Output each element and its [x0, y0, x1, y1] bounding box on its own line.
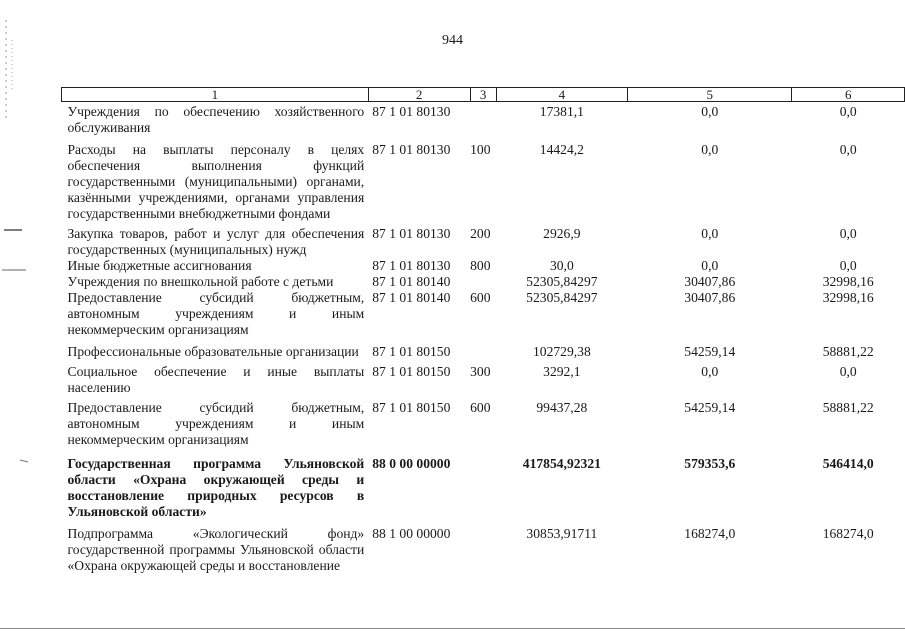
- row-value-col5: 0,0: [701, 258, 719, 273]
- row-value-col6: 0,0: [839, 142, 857, 157]
- budget-table-body: [62, 102, 905, 575]
- column-header-4: 4: [496, 88, 628, 102]
- row-value-col6: 0,0: [839, 226, 857, 241]
- column-header-1: 1: [62, 88, 369, 102]
- row-expense-type: 600: [470, 290, 491, 305]
- row-value-col6: 0,0: [839, 364, 857, 379]
- row-name: Учреждения по внешкольной работе с детьми: [67, 274, 334, 289]
- row-value-col5: 54259,14: [684, 344, 736, 359]
- row-value-col4: 14424,2: [539, 142, 584, 157]
- column-header-3: 3: [470, 88, 496, 102]
- row-value-col5: 0,0: [701, 364, 719, 379]
- row-value-col4: 52305,84297: [526, 290, 598, 305]
- row-name: Подпрограмма «Экологический фонд» государственной программы Ульяновской области «Охрана окружающей среды и восстановление: [67, 526, 365, 573]
- row-value-col6: 0,0: [839, 258, 857, 273]
- row-expense-type: 200: [470, 226, 491, 241]
- row-name: Иные бюджетные ассигнования: [67, 258, 252, 273]
- row-expense-type: 600: [470, 400, 491, 415]
- row-code: 87 1 01 80140: [372, 274, 451, 289]
- row-value-col5: 579353,6: [684, 456, 736, 471]
- row-name: Предоставление субсидий бюджетным, автономным учреждениям и иным некоммерческим организациям: [67, 290, 365, 337]
- row-code: 88 0 00 00000: [372, 456, 451, 471]
- table-row: [62, 290, 905, 338]
- row-value-col4: 30853,91711: [526, 526, 598, 541]
- row-code: 87 1 01 80130: [372, 104, 451, 119]
- scan-edge-marks: [0, 0, 30, 640]
- row-value-col4: 102729,38: [532, 344, 591, 359]
- row-name: Закупка товаров, работ и услуг для обеспечения государственных (муниципальных) нужд: [67, 226, 365, 257]
- table-row: [62, 258, 905, 274]
- row-value-col5: 54259,14: [684, 400, 736, 415]
- row-name: Предоставление субсидий бюджетным, автономным учреждениям и иным некоммерческим организациям: [67, 400, 365, 447]
- column-header-6: 6: [792, 88, 905, 102]
- table-row: [62, 222, 905, 258]
- row-name: Расходы на выплаты персоналу в целях обеспечения выполнения функций государственными (муниципальными) органами, казёнными учреждениями, органами управления государственными внебюджетными фондами: [67, 142, 365, 221]
- row-value-col5: 30407,86: [684, 290, 736, 305]
- row-value-col4: 30,0: [549, 258, 574, 273]
- table-row: [62, 102, 905, 137]
- row-value-col4: 17381,1: [539, 104, 584, 119]
- table-row: [62, 360, 905, 396]
- row-code: 87 1 01 80130: [372, 142, 451, 157]
- table-row: [62, 338, 905, 360]
- row-value-col6: 58881,22: [822, 400, 874, 415]
- row-code: 88 1 00 00000: [372, 526, 451, 541]
- row-name: Учреждения по обеспечению хозяйственного обслуживания: [67, 104, 365, 135]
- row-expense-type: 800: [470, 258, 491, 273]
- row-value-col4: 3292,1: [543, 364, 581, 379]
- row-expense-type: 300: [470, 364, 491, 379]
- row-code: 87 1 01 80150: [372, 400, 451, 415]
- row-value-col4: 52305,84297: [526, 274, 598, 289]
- table-row: [62, 448, 905, 520]
- row-name: Государственная программа Ульяновской области «Охрана окружающей среды и восстановление природных ресурсов в Ульяновской области»: [67, 456, 365, 519]
- column-header-2: 2: [368, 88, 470, 102]
- table-row: [62, 136, 905, 222]
- row-expense-type: [470, 338, 496, 360]
- row-value-col5: 0,0: [701, 142, 719, 157]
- bottom-rule: [0, 628, 905, 629]
- row-value-col5: 0,0: [701, 104, 719, 119]
- row-value-col4: 99437,28: [536, 400, 588, 415]
- row-code: 87 1 01 80130: [372, 226, 451, 241]
- row-expense-type: 100: [470, 142, 491, 157]
- row-code: 87 1 01 80140: [372, 290, 451, 305]
- row-value-col5: 0,0: [701, 226, 719, 241]
- row-expense-type: [470, 448, 496, 520]
- row-name: Социальное обеспечение и иные выплаты населению: [67, 364, 365, 395]
- row-value-col6: 32998,16: [822, 274, 874, 289]
- table-row: [62, 520, 905, 574]
- row-name: Профессиональные образовательные организации: [67, 344, 359, 359]
- row-code: 87 1 01 80130: [372, 258, 451, 273]
- page-number: 944: [442, 33, 463, 48]
- row-value-col6: 168274,0: [822, 526, 874, 541]
- table-header-row: [62, 88, 905, 102]
- row-code: 87 1 01 80150: [372, 344, 451, 359]
- row-value-col6: 0,0: [839, 104, 857, 119]
- row-value-col6: 32998,16: [822, 290, 874, 305]
- row-value-col5: 168274,0: [684, 526, 736, 541]
- row-expense-type: [470, 520, 496, 574]
- table-row: [62, 396, 905, 448]
- row-expense-type: [470, 274, 496, 290]
- row-value-col5: 30407,86: [684, 274, 736, 289]
- row-value-col4: 2926,9: [543, 226, 581, 241]
- row-expense-type: [470, 102, 496, 137]
- table-row: [62, 274, 905, 290]
- row-value-col6: 58881,22: [822, 344, 874, 359]
- row-code: 87 1 01 80150: [372, 364, 451, 379]
- row-value-col6: 546414,0: [822, 456, 874, 471]
- row-value-col4: 417854,92321: [522, 456, 601, 471]
- column-header-5: 5: [628, 88, 792, 102]
- budget-table: [61, 87, 905, 574]
